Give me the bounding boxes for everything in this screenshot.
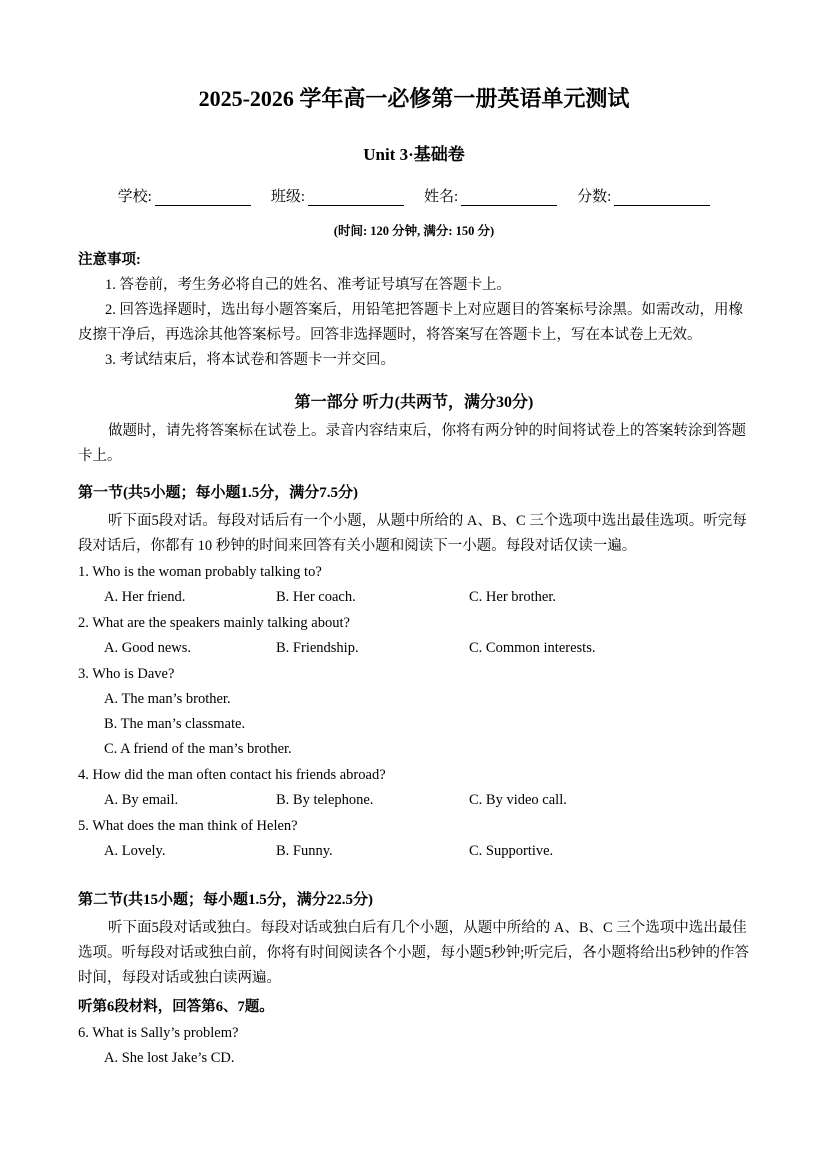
- section1-intro: 听下面5段对话。每段对话后有一个小题，从题中所给的 A、B、C 三个选项中选出最佳选项。听完每段对话后，你都有 10 秒钟的时间来回答有关小题和阅读下一小题。每段对话仅读一遍。: [78, 513, 747, 554]
- section2-intro: 听下面5段对话或独白。每段对话或独白后有几个小题，从题中所给的 A、B、C 三个选项中选出最佳选项。听每段对话或独白前，你将有时间阅读各个小题，每小题5秒钟;听完后，各小题将给出5秒钟的作答时间，每段对话或独白读两遍。: [78, 920, 750, 986]
- time-limit-note: (时间: 120 分钟, 满分: 150 分): [333, 224, 495, 238]
- material-6-heading: 听第6段材料，回答第6、7题。: [78, 999, 274, 1015]
- question-5-text: 5. What does the man think of Helen?: [78, 818, 298, 834]
- question-2-options: [78, 636, 750, 661]
- question-1-option-a: A. Her friend.: [104, 589, 186, 605]
- class-blank: [308, 190, 404, 206]
- question-4-options: [78, 788, 750, 813]
- question-3-option-c: C. A friend of the man’s brother.: [104, 741, 292, 757]
- score-field: [577, 185, 710, 206]
- question-5-option-c: C. Supportive.: [469, 843, 554, 859]
- school-field: [118, 185, 251, 206]
- notice-heading: 注意事项:: [78, 252, 141, 268]
- exam-title: 2025-2026 学年高一必修第一册英语单元测试: [198, 86, 630, 111]
- question-3-option-b: B. The man’s classmate.: [104, 716, 246, 732]
- name-field: [424, 185, 557, 206]
- question-1-option-b: B. Her coach.: [276, 589, 356, 605]
- exam-subtitle: Unit 3·基础卷: [363, 145, 465, 164]
- question-1-text: 1. Who is the woman probably talking to?: [78, 564, 322, 580]
- class-label: 班级:: [270, 189, 305, 205]
- student-info-line: [78, 185, 750, 206]
- question-2-option-a: A. Good news.: [104, 640, 191, 656]
- section1-heading: 第一节(共5小题；每小题1.5分，满分7.5分): [78, 485, 358, 501]
- question-5-options: [78, 839, 750, 864]
- question-5-option-b: B. Funny.: [276, 843, 333, 859]
- question-4-option-a: A. By email.: [104, 792, 179, 808]
- question-2-option-c: C. Common interests.: [469, 640, 596, 656]
- question-4-option-c: C. By video call.: [469, 792, 567, 808]
- score-label: 分数:: [577, 189, 612, 205]
- notice-item-2: 2. 回答选择题时，选出每小题答案后，用铅笔把答题卡上对应题目的答案标号涂黑。如需改动，用橡皮擦干净后，再选涂其他答案标号。回答非选择题时，将答案写在答题卡上，写在本试卷上无效。: [78, 302, 743, 343]
- question-4-option-b: B. By telephone.: [276, 792, 374, 808]
- question-3-option-a: A. The man’s brother.: [104, 691, 231, 707]
- name-label: 姓名:: [424, 189, 459, 205]
- question-6-option-a: A. She lost Jake’s CD.: [104, 1050, 235, 1066]
- question-1-option-c: C. Her brother.: [469, 589, 556, 605]
- question-2-text: 2. What are the speakers mainly talking about?: [78, 615, 350, 631]
- question-2-option-b: B. Friendship.: [276, 640, 359, 656]
- part1-intro: 做题时，请先将答案标在试卷上。录音内容结束后，你将有两分钟的时间将试卷上的答案转涂到答题卡上。: [78, 423, 746, 464]
- question-5-option-a: A. Lovely.: [104, 843, 166, 859]
- part1-heading: 第一部分 听力(共两节，满分30分): [294, 394, 534, 411]
- question-1-options: [78, 585, 750, 610]
- notice-item-3: 3. 考试结束后，将本试卷和答题卡一并交回。: [105, 352, 395, 368]
- score-blank: [614, 190, 710, 206]
- question-6-text: 6. What is Sally’s problem?: [78, 1025, 239, 1041]
- class-field: [271, 185, 404, 206]
- notice-item-1: 1. 答卷前，考生务必将自己的姓名、准考证号填写在答题卡上。: [105, 277, 511, 293]
- question-3-text: 3. Who is Dave?: [78, 666, 175, 682]
- section2-heading: 第二节(共15小题；每小题1.5分，满分22.5分): [78, 892, 373, 908]
- name-blank: [461, 190, 557, 206]
- school-label: 学校:: [117, 189, 152, 205]
- school-blank: [155, 190, 251, 206]
- question-4-text: 4. How did the man often contact his friends abroad?: [78, 767, 386, 783]
